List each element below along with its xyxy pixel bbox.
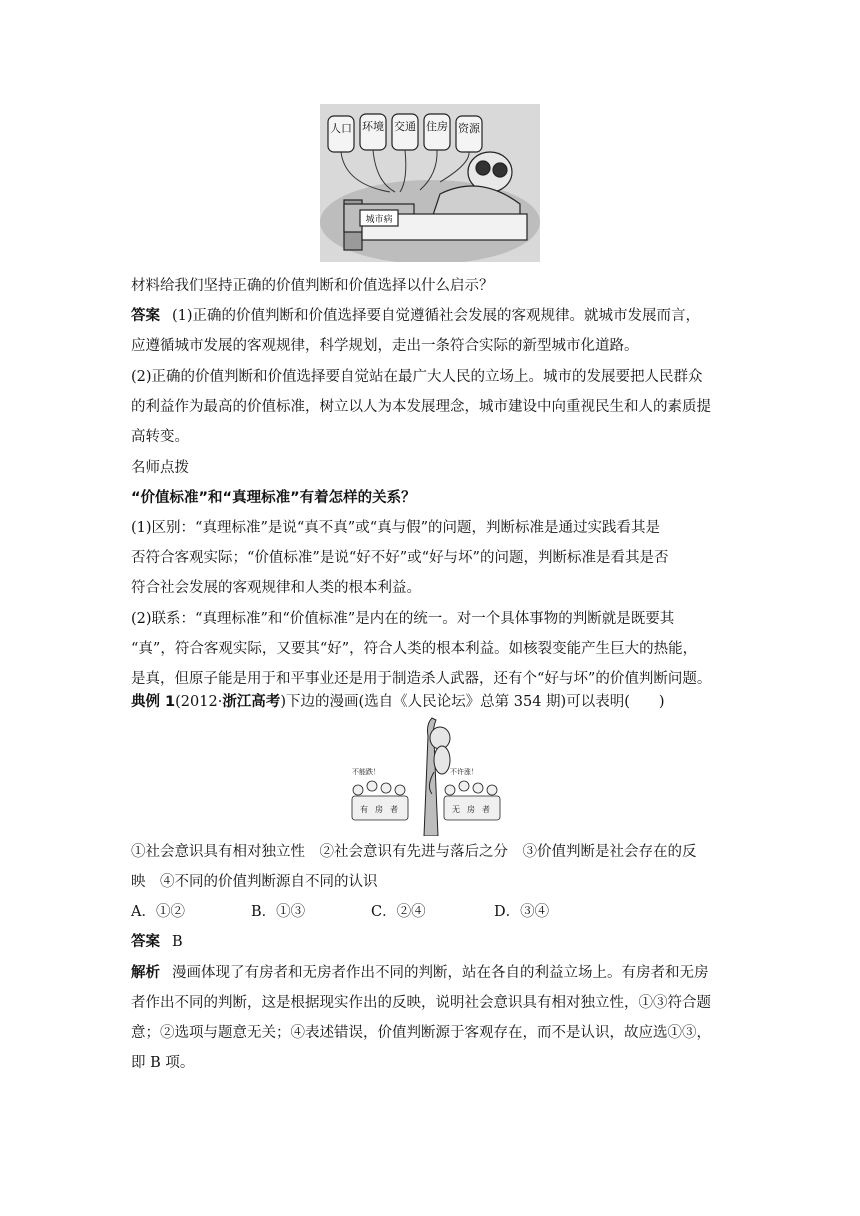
option-c: C．②④ bbox=[371, 904, 426, 920]
statement-line-2: 映 ④不同的价值判断源自不同的认识 bbox=[131, 874, 378, 890]
tip-heading: 名师点拨 bbox=[131, 460, 189, 476]
left-group-char-3: 者 bbox=[390, 805, 398, 814]
tip-line-1: (1)区别：“真理标准”是说“真不真”或“真与假”的问题，判断标准是通过实践看其是 bbox=[131, 520, 661, 536]
left-crowd bbox=[352, 781, 408, 820]
question-text: 材料给我们坚持正确的价值判断和价值选择以什么启示？ bbox=[131, 278, 494, 294]
analysis-line-2: 者作出不同的判断，这是根据现实作出的反映，说明社会意识具有相对独立性，①③符合题 bbox=[131, 995, 711, 1011]
housing-price-cartoon bbox=[346, 716, 506, 836]
bed-sign-label: 城市病 bbox=[365, 215, 393, 225]
bottle-label-4: 住房 bbox=[426, 120, 448, 133]
bottle-label-5: 资源 bbox=[458, 122, 480, 135]
tip-line-2: 否符合客观实际；“价值标准”是说“好不好”或“好与坏”的问题，判断标准是看其是否 bbox=[131, 550, 669, 566]
bottle-label-1: 人口 bbox=[330, 122, 352, 135]
answer-line-1 bbox=[131, 306, 731, 326]
tip-line-4: (2)联系：“真理标准”和“价值标准”是内在的统一。对一个具体事物的判断就是既要其 bbox=[131, 611, 675, 627]
right-speech: 不许涨！ bbox=[450, 768, 478, 776]
option-b: B．①③ bbox=[251, 904, 306, 920]
tip-line-5: “真”，符合客观实际，又要其“好”，符合人类的根本利益。如核裂变能产生巨大的热能， bbox=[131, 641, 698, 657]
tip-line-6: 是真，但原子能是用于和平事业还是用于制造杀人武器，还有个“好与坏”的价值判断问题。 bbox=[131, 671, 712, 687]
right-crowd bbox=[444, 781, 500, 820]
statement-line-1: ①社会意识具有相对独立性 ②社会意识有先进与落后之分 ③价值判断是社会存在的反 bbox=[131, 844, 697, 860]
example-answer-value: B bbox=[172, 934, 183, 950]
city-disease-cartoon bbox=[320, 104, 540, 262]
left-speech: 不能跌！ bbox=[352, 768, 380, 776]
answer-line-5: 高转变。 bbox=[131, 429, 189, 445]
option-a: A．①② bbox=[131, 904, 185, 920]
left-group-char-2: 房 bbox=[375, 805, 383, 814]
answer-label: 答案 bbox=[131, 308, 160, 324]
example-heading: 典例 1(2012·浙江高考)下边的漫画(选自《人民论坛》总第 354 期)可以表明( ) bbox=[131, 694, 665, 710]
analysis-line-4: 即 B 项。 bbox=[131, 1055, 195, 1071]
analysis-line-1: 解析 漫画体现了有房者和无房者作出不同的判断，站在各自的利益立场上。有房者和无房 bbox=[131, 965, 709, 981]
example-stem: 下边的漫画(选自《人民论坛》总第 354 期)可以表明( ) bbox=[285, 694, 665, 710]
example-label: 典例 1 bbox=[131, 694, 176, 710]
analysis-label: 解析 bbox=[131, 965, 160, 981]
bottle-label-2: 环境 bbox=[362, 120, 384, 133]
answer-text-1: (1)正确的价值判断和价值选择要自觉遵循社会发展的客观规律。就城市发展而言， bbox=[172, 308, 701, 324]
answer-line-4: 的利益作为最高的价值标准，树立以人为本发展理念，城市建设中向重视民生和人的素质提 bbox=[131, 399, 711, 415]
example-answer-label: 答案 bbox=[131, 934, 160, 950]
analysis-line-3: 意；②选项与题意无关；④表述错误，价值判断源于客观存在，而不是认识，故应选①③， bbox=[131, 1025, 711, 1041]
tip-question: “价值标准”和“真理标准”有着怎样的关系？ bbox=[131, 490, 416, 506]
right-group-char-2: 房 bbox=[467, 805, 475, 814]
example-source: 浙江高考 bbox=[222, 694, 281, 710]
answer-line-2: 应遵循城市发展的客观规律，科学规划，走出一条符合实际的新型城市化道路。 bbox=[131, 338, 639, 354]
right-group-char-3: 者 bbox=[482, 805, 490, 814]
left-group-char-1: 有 bbox=[360, 805, 368, 814]
answer-line-3: (2)正确的价值判断和价值选择要自觉站在最广大人民的立场上。城市的发展要把人民群众 bbox=[131, 369, 703, 385]
example-answer bbox=[131, 932, 731, 952]
bottle-label-3: 交通 bbox=[394, 120, 416, 133]
options-row bbox=[131, 902, 731, 922]
right-group-char-1: 无 bbox=[452, 805, 460, 814]
tip-line-3: 符合社会发展的客观规律和人类的根本利益。 bbox=[131, 580, 421, 596]
option-d: D．③④ bbox=[494, 904, 550, 920]
